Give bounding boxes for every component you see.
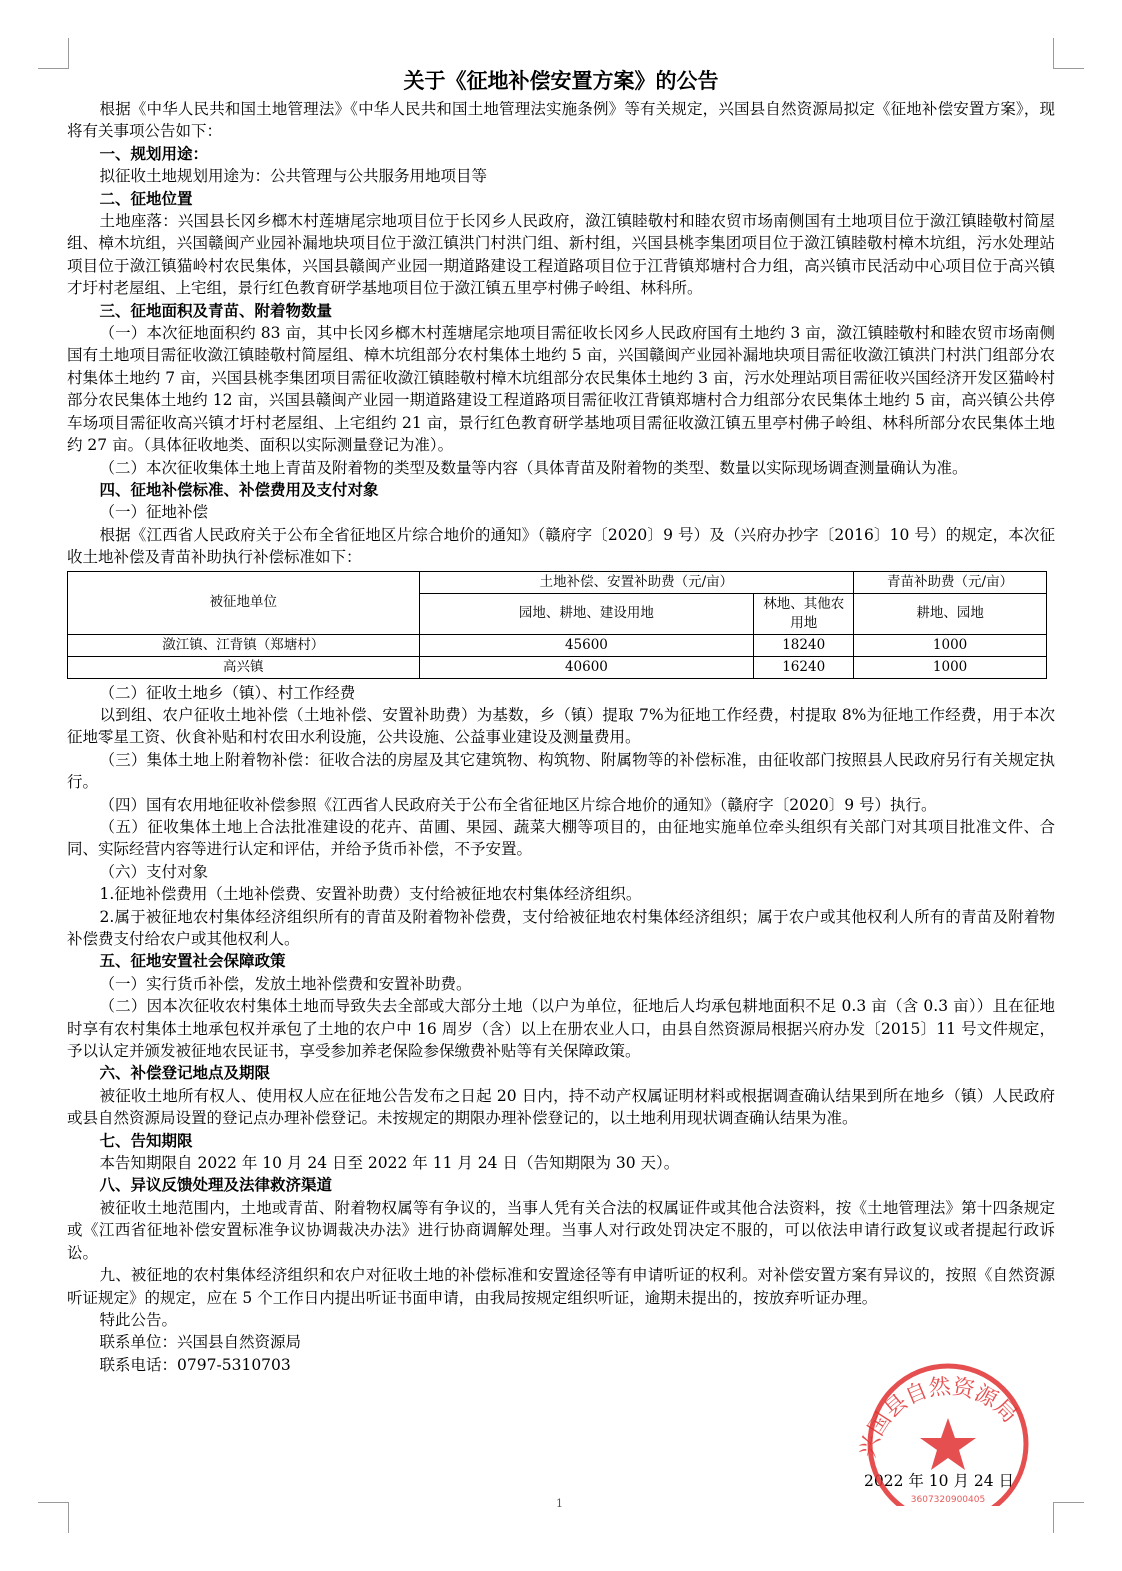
row-garden-value: 40600 xyxy=(419,656,754,678)
section-1-text: 拟征收土地规划用途为：公共管理与公共服务用地项目等 xyxy=(99,167,488,186)
row-forest-value: 18240 xyxy=(754,634,854,656)
crop-mark-top-left xyxy=(38,38,69,69)
announcement-document xyxy=(67,66,1055,1376)
section-7-paragraph-1: 本告知期限自 2022 年 10 月 24 日至 2022 年 11 月 24 日（告知期限为 30 天）。 xyxy=(99,1154,680,1173)
header-forest-other: 林地、其他农用地 xyxy=(754,593,854,634)
section-heading-2: 二、征地位置 xyxy=(99,188,193,208)
section-4-subheading-6: （六）支付对象 xyxy=(99,862,209,881)
compensation-standard-table xyxy=(67,571,1047,679)
seal-serial: 3607320900405 xyxy=(910,1495,986,1505)
section-2-text: 土地座落：兴国县长冈乡榔木村莲塘尾宗地项目位于长冈乡人民政府，潋江镇睦敬村和睦农贸市场南侧国有土地项目位于潋江镇睦敬村简屋组、樟木坑组，兴国赣闽产业园补漏地块项目位于潋江镇洪门村洪门组、新村组，兴国县桃李集团项目位于潋江镇睦敬村樟木坑组，污水处理站项目位于潋江镇猫岭村农民集体，兴国县赣闽产业园一期道路建设工程道路项目位于江背镇郑塘村合力组，高兴镇市民活动中心项目位于高兴镇才圩村老屋组、上宅组，景行红色教育研学基地项目位于潋江镇五里亭村佛子岭组、林科所。 xyxy=(67,212,1055,298)
section-heading-6: 六、补偿登记地点及期限 xyxy=(99,1063,271,1083)
crop-mark-bottom-left xyxy=(38,1502,69,1533)
section-4-paragraph-4: （四）国有农用地征收补偿参照《江西省人民政府关于公布全省征地区片综合地价的通知》（赣府字〔2020〕9 号）执行。 xyxy=(99,795,937,814)
section-heading-1: 一、规划用途： xyxy=(99,143,209,163)
section-4-paragraph-6: 1.征地补偿费用（土地补偿费、安置补助费）支付给被征地农村集体经济组织。 xyxy=(99,885,642,904)
header-crop-subsidy: 青苗补助费（元/亩） xyxy=(854,571,1047,593)
svg-text:兴国县自然资源局 xyxy=(855,1374,1021,1460)
issue-date: 2022 年 10 月 24 日 xyxy=(864,1472,1015,1490)
contact-phone: 联系电话：0797-5310703 xyxy=(99,1355,291,1374)
row-crop-value: 1000 xyxy=(854,634,1047,656)
document-title: 关于《征地补偿安置方案》的公告 xyxy=(403,68,719,93)
intro-paragraph: 根据《中华人民共和国土地管理法》《中华人民共和国土地管理法实施条例》等有关规定，兴国县自然资源局拟定《征地补偿安置方案》，现将有关事项公告如下： xyxy=(67,100,1055,141)
section-5-paragraph-1: （一）实行货币补偿，发放土地补偿费和安置补助费。 xyxy=(99,974,472,993)
section-heading-4: 四、征地补偿标准、补偿费用及支付对象 xyxy=(99,479,379,499)
header-farmland-garden: 耕地、园地 xyxy=(854,593,1047,634)
section-4-subheading-2: （二）征收土地乡（镇）、村工作经费 xyxy=(99,683,356,702)
section-heading-3: 三、征地面积及青苗、附着物数量 xyxy=(99,300,333,320)
table-header-row xyxy=(68,571,1047,593)
section-8-paragraph-1: 被征收土地范围内，土地或青苗、附着物权属等有争议的，当事人凭有关合法的权属证件或其他合法资料，按《土地管理法》第十四条规定或《江西省征地补偿安置标准争议协调裁决办法》进行协商调解处理。当事人对行政处罚决定不服的，可以依法申请行政复议或者提起行政诉讼。 xyxy=(67,1198,1055,1262)
contact-unit: 联系单位：兴国县自然资源局 xyxy=(99,1333,302,1352)
section-6-paragraph-1: 被征收土地所有权人、使用权人应在征地公告发布之日起 20 日内，持不动产权属证明材料或根据调查确认结果到所在地乡（镇）人民政府或县自然资源局设置的登记点办理补偿登记。未按规定的期限办理补偿登记的，以土地利用现状调查确认结果为准。 xyxy=(67,1086,1055,1128)
header-land-compensation: 土地补偿、安置补助费（元/亩） xyxy=(419,571,854,593)
header-expropriated-unit: 被征地单位 xyxy=(68,571,420,634)
section-4-paragraph-7: 2.属于被征地农村集体经济组织所有的青苗及附着物补偿费，支付给被征地农村集体经济组织；属于农户或其他权利人所有的青苗及附着物补偿费支付给农户或其他权利人。 xyxy=(67,907,1055,948)
crop-mark-bottom-right xyxy=(1053,1502,1084,1533)
section-heading-8: 八、异议反馈处理及法律救济渠道 xyxy=(99,1175,333,1195)
table-row xyxy=(68,634,1047,656)
header-garden-farmland: 园地、耕地、建设用地 xyxy=(419,593,754,634)
row-forest-value: 16240 xyxy=(754,656,854,678)
section-4-subheading-1: （一）征地补偿 xyxy=(99,503,209,522)
seal-star-icon xyxy=(920,1418,976,1470)
section-heading-7: 七、告知期限 xyxy=(99,1130,193,1150)
section-4-paragraph-2: 以到组、农户征收土地补偿（土地补偿、安置补助费）为基数，乡（镇）提取 7%为征地工作经费，村提取 8%为征地工作经费，用于本次征地零星工资、伙食补贴和村农田水利设施，公共设施、公益事业建设及测量费用。 xyxy=(67,705,1055,747)
section-heading-5: 五、征地安置社会保障政策 xyxy=(99,951,286,971)
section-4-paragraph-3: （三）集体土地上附着物补偿：征收合法的房屋及其它建筑物、构筑物、附属物等的补偿标准，由征收部门按照县人民政府另行有关规定执行。 xyxy=(67,750,1055,792)
page-number: 1 xyxy=(556,1497,563,1510)
section-5-paragraph-2: （二）因本次征收农村集体土地而导致失去全部或大部分土地（以户为单位，征地后人均承包耕地面积不足 0.3 亩（含 0.3 亩））且在征地时享有农村集体土地承包权并承包了土地的农户中 16 周岁（含）以上在册农业人口，由县自然资源局根据兴府办发〔2015〕11 号文件规定，予以认定并颁发被征地农民证书，享受参加养老保险参保缴费补贴等有关保障政策。 xyxy=(67,997,1055,1061)
row-garden-value: 45600 xyxy=(419,634,754,656)
closing-line: 特此公告。 xyxy=(99,1310,178,1329)
row-unit: 高兴镇 xyxy=(68,656,420,678)
seal-text: 兴国县自然资源局 xyxy=(855,1374,1022,1461)
section-9-paragraph: 九、被征地的农村集体经济组织和农户对征收土地的补偿标准和安置途径等有申请听证的权利。对补偿安置方案有异议的，按照《自然资源听证规定》的规定，应在 5 个工作日内提出听证书面申请，由我局按规定组织听证，逾期未提出的，按放弃听证办理。 xyxy=(67,1266,1055,1307)
row-crop-value: 1000 xyxy=(854,656,1047,678)
section-4-paragraph-1: 根据《江西省人民政府关于公布全省征地区片综合地价的通知》（赣府字〔2020〕9 号）及（兴府办抄字〔2016〕10 号）的规定，本次征收土地补偿及青苗补助执行补偿标准如下： xyxy=(67,525,1055,567)
crop-mark-top-right xyxy=(1053,38,1084,69)
section-3-paragraph-1: （一）本次征地面积约 83 亩，其中长冈乡榔木村莲塘尾宗地项目需征收长冈乡人民政府国有土地约 3 亩，潋江镇睦敬村和睦农贸市场南侧国有土地项目需征收潋江镇睦敬村简屋组、樟木坑组部分农村集体土地约 5 亩，兴国赣闽产业园补漏地块项目需征收潋江镇洪门村洪门组部分农村集体土地约 7 亩，兴国县桃李集团项目需征收潋江镇睦敬村樟木坑组部分农民集体土地约 3 亩，污水处理站项目需征收兴国经济开发区猫岭村部分农民集体土地约 12 亩，兴国县赣闽产业园一期道路建设工程道路项目需征收江背镇郑塘村合力组部分农民集体土地约 5 亩，高兴镇公共停车场项目需征收高兴镇才圩村老屋组、上宅组约 21 亩，景行红色教育研学基地项目需征收潋江镇五里亭村佛子岭组、林科所部分农民集体土地约 27 亩。（具体征收地类、面积以实际测量登记为准）。 xyxy=(67,324,1055,455)
section-3-paragraph-2: （二）本次征收集体土地上青苗及附着物的类型及数量等内容（具体青苗及附着物的类型、数量以实际现场调查测量确认为准。 xyxy=(99,458,968,477)
row-unit: 潋江镇、江背镇（郑塘村） xyxy=(68,634,420,656)
section-4-paragraph-5: （五）征收集体土地上合法批准建设的花卉、苗圃、果园、蔬菜大棚等项目的，由征地实施单位牵头组织有关部门对其项目批准文件、合同、实际经营内容等进行认定和评估，并给予货币补偿，不予安置。 xyxy=(67,817,1055,859)
table-row xyxy=(68,656,1047,678)
